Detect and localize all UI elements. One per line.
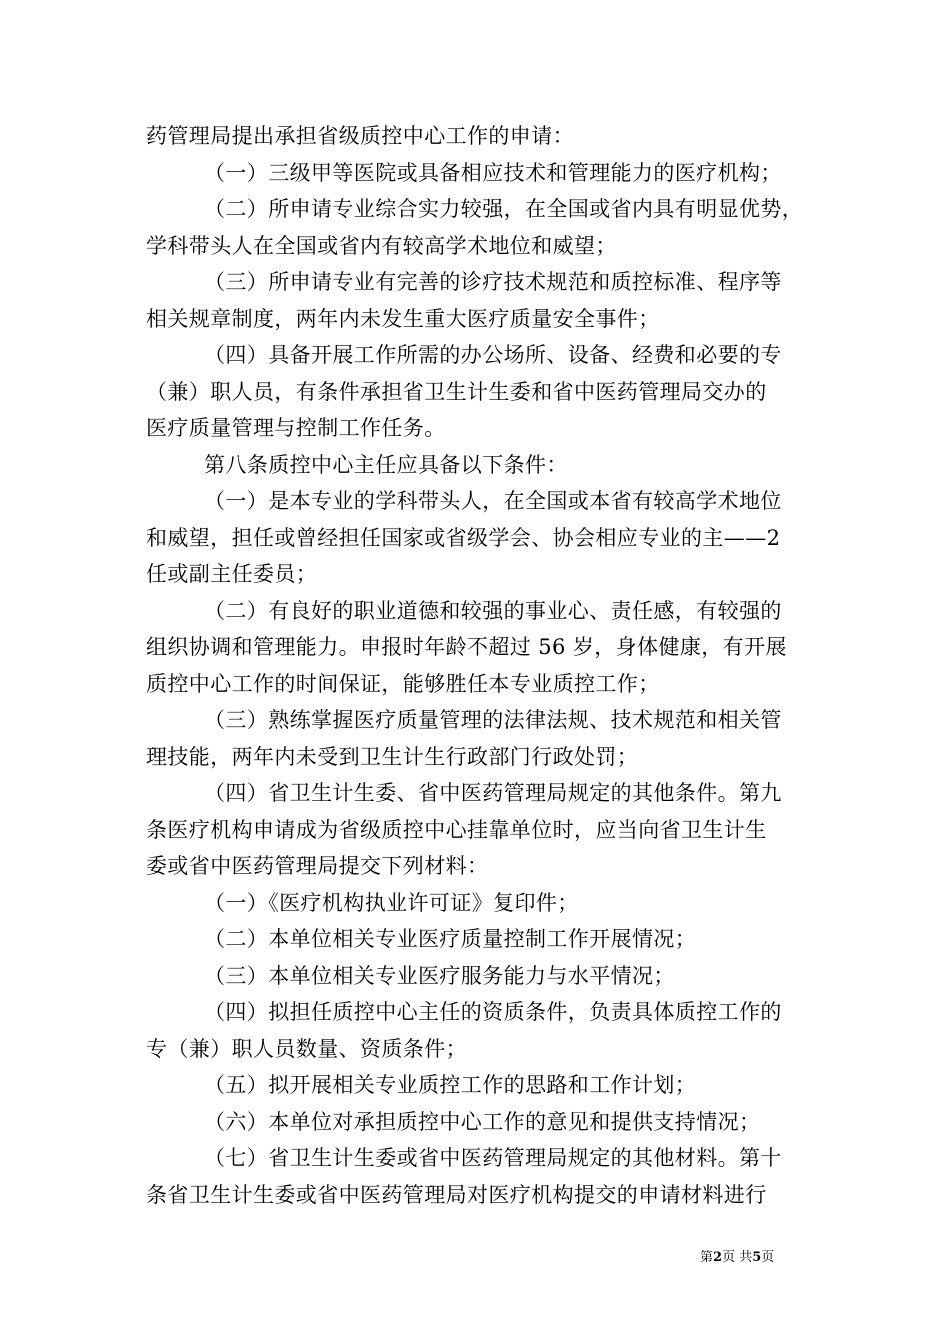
text-line: （一）三级甲等医院或具备相应技术和管理能力的医疗机构；	[204, 160, 782, 185]
text-line: （六）本单位对承担质控中心工作的意见和提供支持情况；	[204, 1109, 761, 1134]
footer-suffix: 页	[761, 1250, 775, 1265]
text-line: 任或副主任委员；	[146, 562, 318, 586]
text-line: 药管理局提出承担省级质控中心工作的申请：	[146, 124, 574, 148]
text-line: 第八条质控中心主任应具备以下条件：	[204, 452, 568, 477]
text-line: （一）《医疗机构执业许可证》复印件；	[204, 890, 579, 915]
text-line: （兼）职人员，有条件承担省卫生计生委和省中医药管理局交办的	[146, 379, 767, 404]
text-line: （三）熟练掌握医疗质量管理的法律法规、技术规范和相关管	[204, 708, 782, 732]
text-line: 组织协调和管理能力。申报时年龄不超过 56 岁，身体健康，有开展	[146, 635, 787, 659]
text-line: （五）拟开展相关专业质控工作的思路和工作计划；	[204, 1073, 697, 1097]
text-line: 条医疗机构申请成为省级质控中心挂靠单位时，应当向省卫生计生	[146, 817, 767, 842]
text-line: （七）省卫生计生委或省中医药管理局规定的其他材料。第十	[204, 1146, 782, 1170]
text-line: 质控中心工作的时间保证，能够胜任本专业质控工作；	[146, 671, 660, 696]
text-line: （二）所申请专业综合实力较强，在全国或省内具有明显优势，	[204, 197, 804, 221]
text-line: 理技能，两年内未受到卫生计生行政部门行政处罚；	[146, 744, 639, 769]
text-line: 医疗质量管理与控制工作任务。	[146, 416, 446, 440]
text-line: （二）本单位相关专业医疗质量控制工作开展情况；	[204, 927, 697, 951]
text-line: （一）是本专业的学科带头人，在全国或本省有较高学术地位	[204, 489, 782, 513]
text-line: 条省卫生计生委或省中医药管理局对医疗机构提交的申请材料进行	[146, 1182, 767, 1207]
text-line: （二）有良好的职业道德和较强的事业心、责任感，有较强的	[204, 598, 782, 623]
document-body	[146, 118, 810, 1213]
text-line: 学科带头人在全国或省内有较高学术地位和威望；	[146, 233, 617, 258]
text-line: （三）所申请专业有完善的诊疗技术规范和质控标准、程序等	[204, 270, 782, 294]
text-line: 和威望，担任或曾经担任国家或省级学会、协会相应专业的主——2	[146, 525, 781, 550]
text-line: 委或省中医药管理局提交下列材料：	[146, 854, 489, 878]
current-page-number: 2	[713, 1250, 723, 1265]
total-page-number: 5	[752, 1250, 762, 1265]
page-footer	[700, 1246, 774, 1265]
text-line: 相关规章制度，两年内未发生重大医疗质量安全事件；	[146, 306, 660, 331]
text-line: （四）具备开展工作所需的办公场所、设备、经费和必要的专	[204, 343, 782, 367]
footer-prefix: 第	[700, 1250, 714, 1265]
text-line: （四）拟担任质控中心主任的资质条件，负责具体质控工作的	[204, 1000, 782, 1024]
footer-middle: 页 共	[722, 1250, 753, 1265]
text-line: 专（兼）职人员数量、资质条件；	[146, 1036, 467, 1061]
text-line: （三）本单位相关专业医疗服务能力与水平情况；	[204, 963, 675, 988]
text-line: （四）省卫生计生委、省中医药管理局规定的其他条件。第九	[204, 781, 782, 805]
